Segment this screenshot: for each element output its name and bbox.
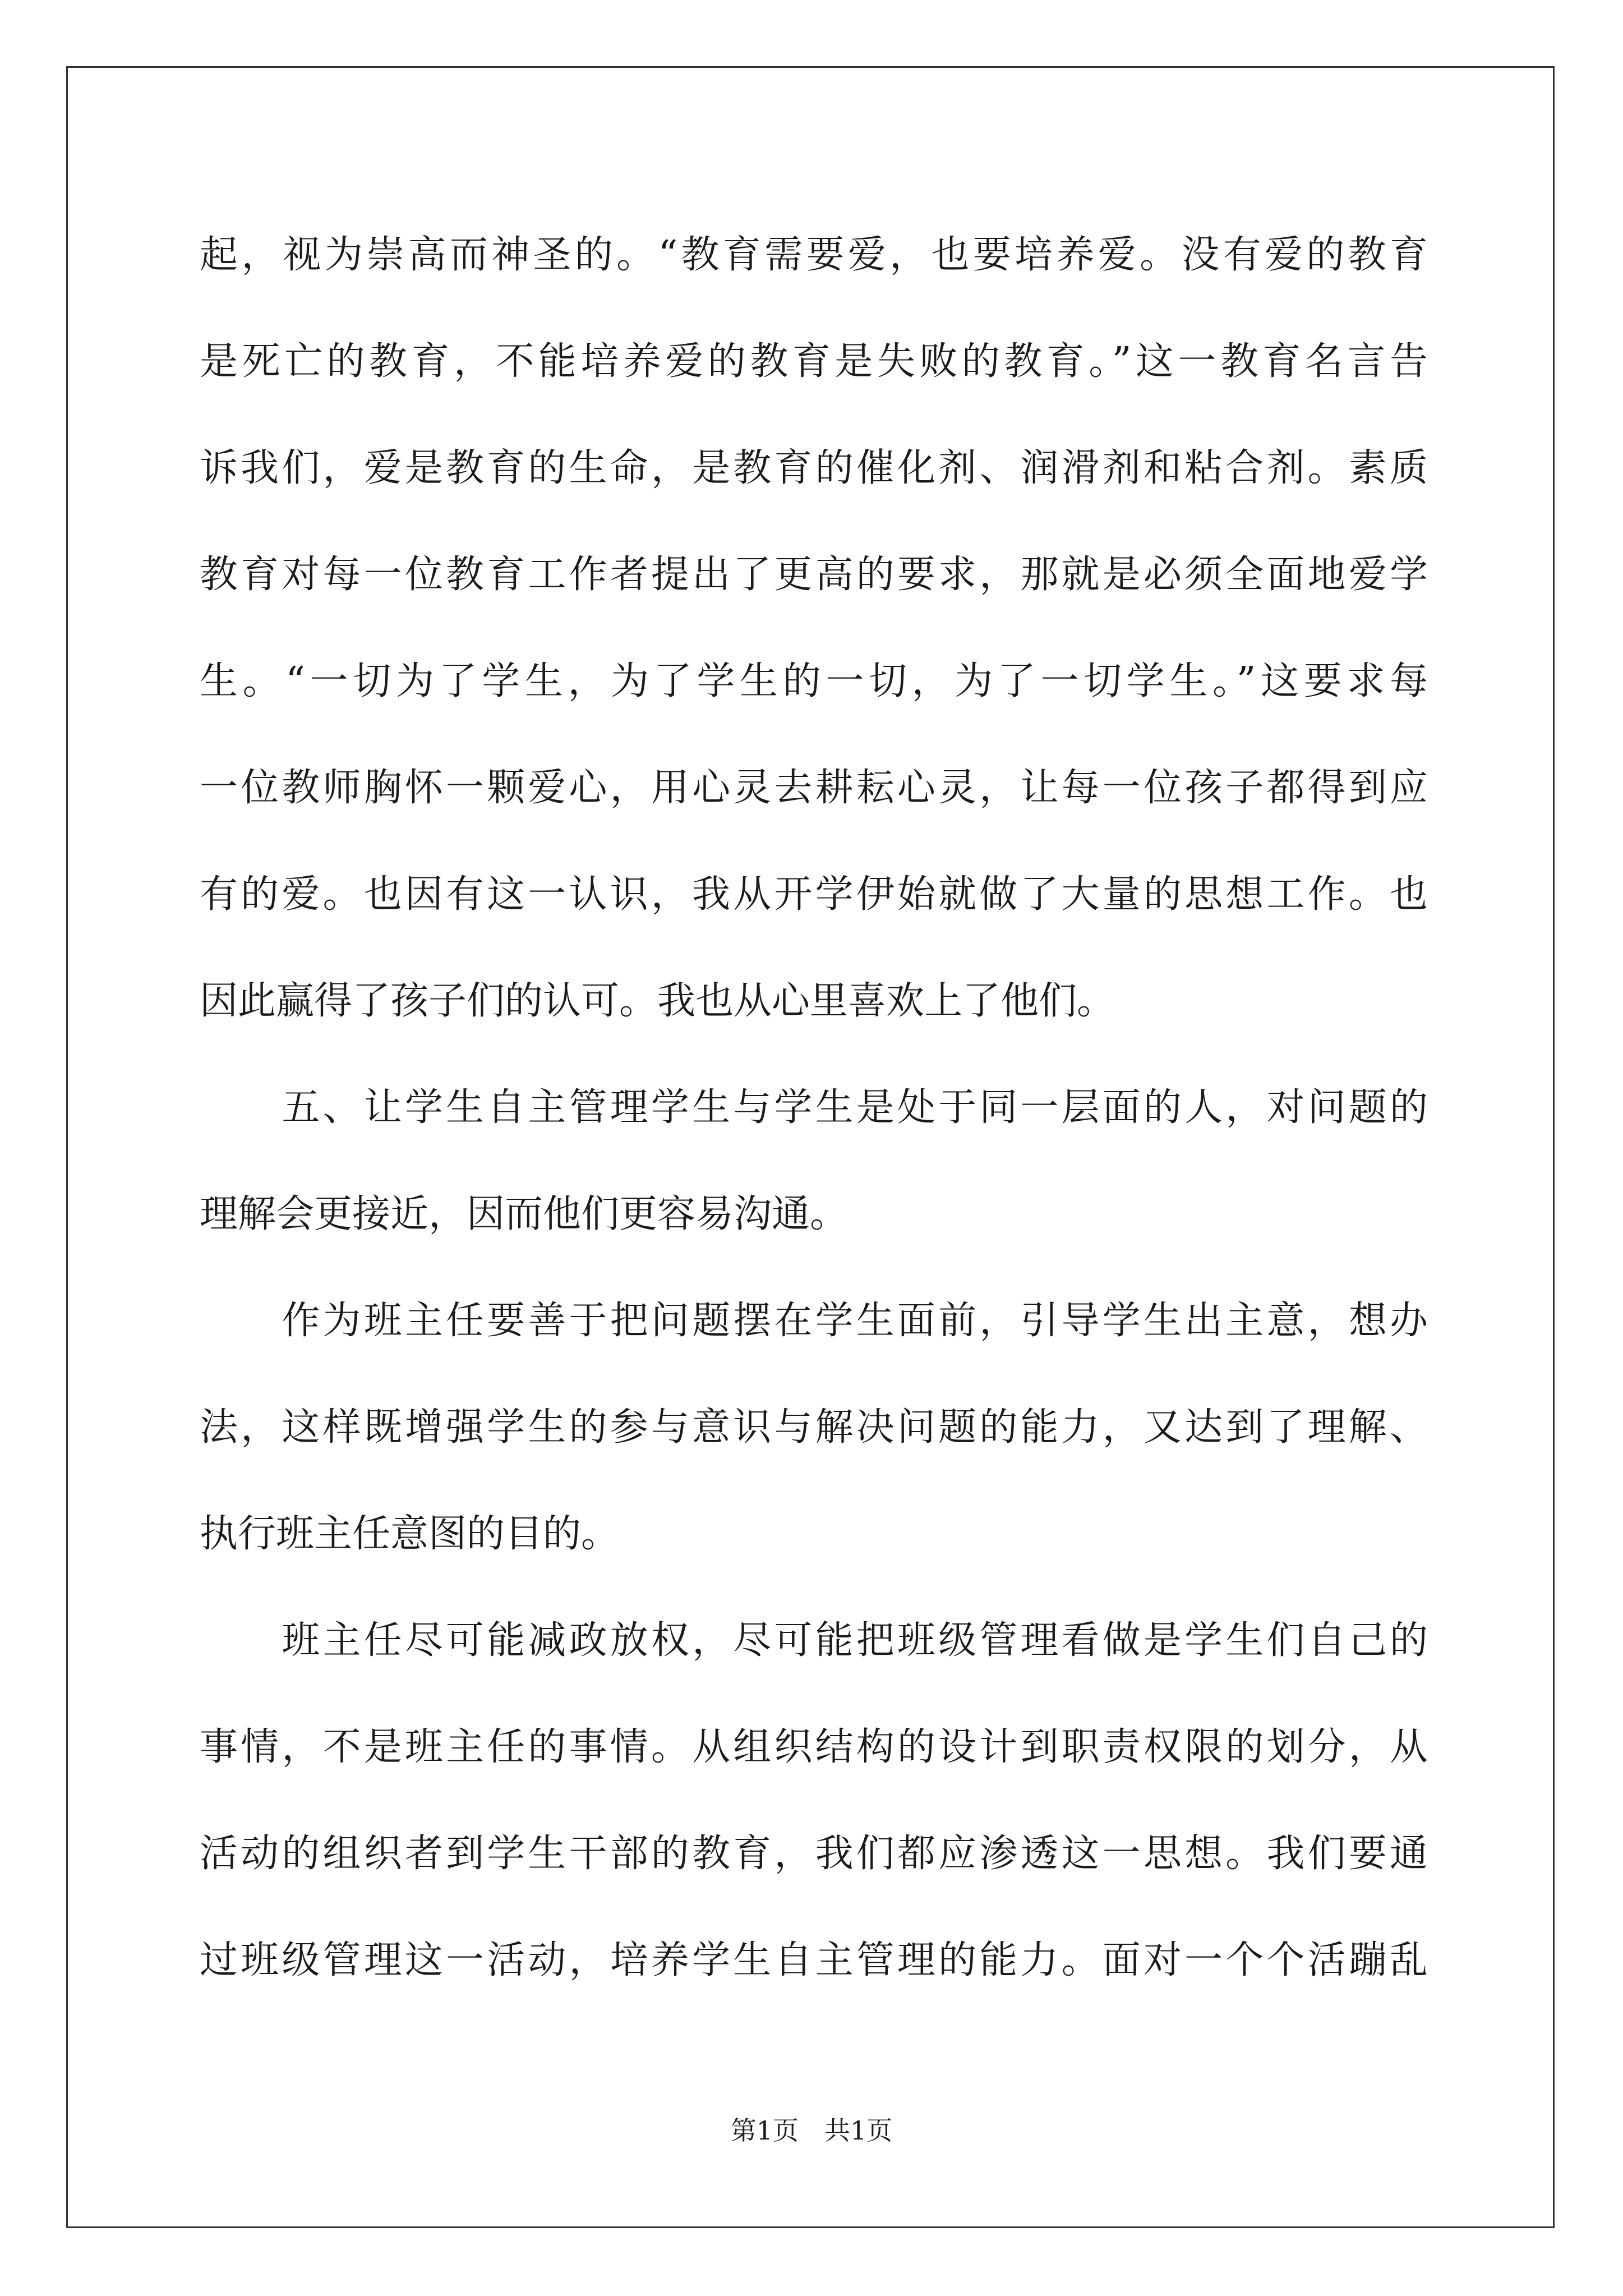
text-line: 诉我们，爱是教育的生命，是教育的催化剂、润滑剂和粘合剂。素质	[200, 446, 1428, 490]
text-line: 事情，不是班主任的事情。从组织结构的设计到职责权限的划分，从	[200, 1725, 1428, 1769]
text-line: 理解会更接近，因而他们更容易沟通。	[200, 1192, 849, 1236]
text-line: 因此赢得了孩子们的认可。我也从心里喜欢上了他们。	[200, 979, 1115, 1023]
text-line: 五、让学生自主管理学生与学生是处于同一层面的人，对问题的	[200, 1085, 1428, 1130]
text-line: 有的爱。也因有这一认识，我从开学伊始就做了大量的思想工作。也	[200, 872, 1428, 917]
text-line: 生。“一切为了学生，为了学生的一切，为了一切学生。”这要求每	[200, 659, 1428, 703]
text-line: 执行班主任意图的目的。	[200, 1512, 620, 1556]
paragraph-3	[200, 1268, 1428, 1588]
text-line: 是死亡的教育，不能培养爱的教育是失败的教育。”这一教育名言告	[200, 339, 1428, 384]
text-line: 班主任尽可能减政放权，尽可能把班级管理看做是学生们自己的	[200, 1618, 1428, 1663]
text-line: 作为班主任要善于把问题摆在学生面前，引导学生出主意，想办	[200, 1299, 1428, 1343]
page-number-current: 第1页	[730, 2115, 799, 2146]
text-line: 教育对每一位教育工作者提出了更高的要求，那就是必须全面地爱学	[200, 553, 1428, 597]
paragraph-2	[200, 1055, 1428, 1268]
text-line: 活动的组织者到学生干部的教育，我们都应渗透这一思想。我们要通	[200, 1832, 1428, 1876]
paragraph-1	[200, 202, 1428, 1055]
text-line: 过班级管理这一活动，培养学生自主管理的能力。面对一个个活蹦乱	[200, 1938, 1428, 1982]
page-footer	[0, 2114, 1623, 2147]
document-body	[200, 202, 1428, 2014]
text-line: 起，视为崇高而神圣的。“教育需要爱，也要培养爱。没有爱的教育	[200, 233, 1428, 277]
text-line: 法，这样既增强学生的参与意识与解决问题的能力，又达到了理解、	[200, 1405, 1428, 1450]
paragraph-4	[200, 1588, 1428, 2014]
text-line: 一位教师胸怀一颗爱心，用心灵去耕耘心灵，让每一位孩子都得到应	[200, 766, 1428, 810]
page-number-total: 共1页	[824, 2115, 893, 2146]
